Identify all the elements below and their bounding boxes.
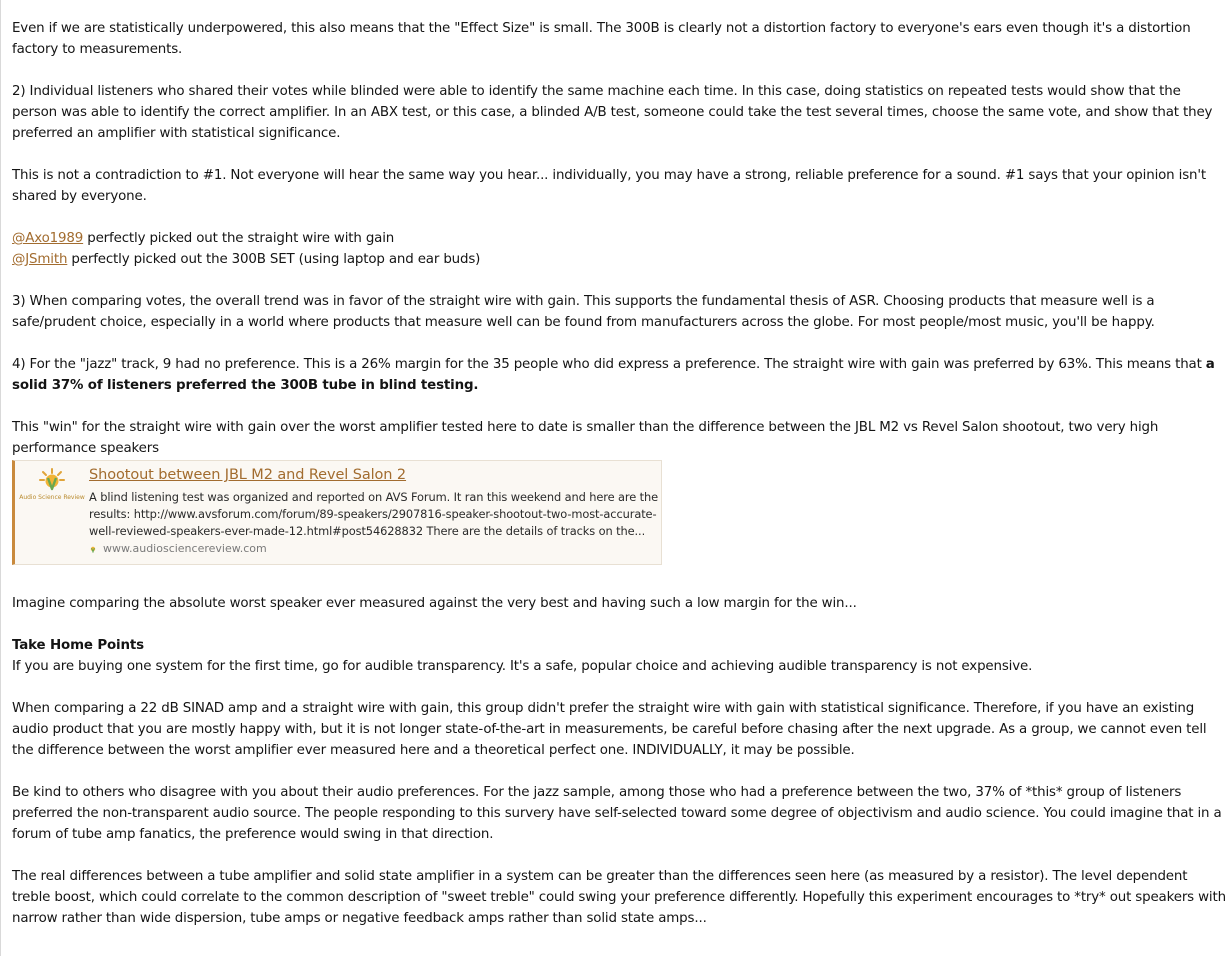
paragraph-point-2: 2) Individual listeners who shared their votes while blinded were able to identify the same machine each time. In this case, doing statistics on repeated tests would show that the person was able to identify the correct amplifier. In an ABX test, or this case, a blinded A/B test, someone could take the test several times, choose the same vote, and show that they preferred an amplifier with statistical significance.: [12, 84, 1213, 141]
link-preview-title[interactable]: Shootout between JBL M2 and Revel Salon 2: [89, 467, 407, 483]
site-logo: [15, 461, 89, 564]
paragraph-take-home-2: When comparing a 22 dB SINAD amp and a straight wire with gain, this group didn't prefer the straight wire with gain with statistical significance. Therefore, if you have an existing audio product that you are mostly happy with, but it is not longer state-of-the-art in measurements, be careful before chasing after the next upgrade. As a group, we cannot even tell the difference between the worst amplifier ever measured here and a theoretical perfect one. INDIVIDUALLY, it may be possible.: [12, 701, 1207, 758]
mention-1-text: perfectly picked out the straight wire with gain: [83, 231, 395, 246]
audio-science-review-logo-icon: [38, 467, 66, 493]
post-body: [12, 18, 1229, 950]
paragraph-win-comparison: This "win" for the straight wire with gain over the worst amplifier tested here to date is smaller than the difference between the JBL M2 vs Revel Salon shootout, two very high performance speakers: [12, 420, 1159, 456]
paragraph-point-3: 3) When comparing votes, the overall trend was in favor of the straight wire with gain. This supports the fundamental thesis of ASR. Choosing products that measure well is a safe/prudent choice, especially in a world where products that measure well can be found from manufacturers across the globe. For most people/most music, you'll be happy.: [12, 294, 1155, 330]
favicon-icon: [89, 545, 97, 553]
paragraph-point-4: [12, 354, 1229, 396]
paragraph-effect-size: Even if we are statistically underpowered, this also means that the "Effect Size" is small. The 300B is clearly not a distortion factory to everyone's ears even though it's a distortion factory to measurements.: [12, 21, 1191, 57]
mention-2-text: perfectly picked out the 300B SET (using laptop and ear buds): [67, 252, 481, 267]
link-preview-description: A blind listening test was organized and reported on AVS Forum. It ran this weekend and here are the results: http://www.avsforum.com/forum/89-speakers/2907816-speaker-shootout-two-most-accurate-well-reviewed-speakers-ever-made-12.html#post54628832 There are the details of tracks on the...: [89, 490, 659, 538]
paragraph-take-home-3: Be kind to others who disagree with you about their audio preferences. For the jazz sample, among those who had a preference between the two, 37% of *this* group of listeners preferred the non-transparent audio source. The people responding to this survery have self-selected toward some degree of objectivism and audio science. You could imagine that in a forum of tube amp fanatics, the preference would swing in that direction.: [12, 785, 1222, 842]
link-preview-body: [89, 461, 661, 564]
mention-jsmith-link[interactable]: @JSmith: [12, 252, 68, 267]
paragraph-imagine: Imagine comparing the absolute worst speaker ever measured against the very best and having such a low margin for the win...: [12, 596, 857, 611]
left-border: [0, 0, 1, 956]
point-4-bold-text: a solid 37% of listeners preferred the 300B tube in blind testing.: [12, 357, 1215, 393]
mention-line-1: [12, 228, 1229, 249]
paragraph-take-home-1: If you are buying one system for the first time, go for audible transparency. It's a safe, popular choice and achieving audible transparency is not expensive.: [12, 659, 1033, 674]
paragraph-take-home-4: The real differences between a tube amplifier and solid state amplifier in a system can be greater than the differences seen here (as measured by a resistor). The level dependent treble boost, which could correlate to the common description of "sweet treble" could swing your preference differently. Hopefully this experiment encourages to *try* out speakers with narrow rather than wide dispersion, tube amps or negative feedback amps rather than solid state amps...: [12, 869, 1226, 926]
take-home-heading: Take Home Points: [12, 638, 144, 653]
link-preview-domain-row: [89, 541, 661, 557]
link-preview-domain: www.audiosciencereview.com: [103, 542, 267, 555]
link-preview-card[interactable]: [12, 460, 662, 565]
site-logo-text: Audio Science Review: [19, 494, 85, 501]
paragraph-not-contradiction: This is not a contradiction to #1. Not everyone will hear the same way you hear... individually, you may have a strong, reliable preference for a sound. #1 says that your opinion isn't shared by everyone.: [12, 168, 1206, 204]
mention-line-2: [12, 249, 1229, 270]
mention-axo1989-link[interactable]: @Axo1989: [12, 231, 84, 246]
point-4-text: 4) For the "jazz" track, 9 had no preference. This is a 26% margin for the 35 people who did express a preference. The straight wire with gain was preferred by 63%. This means that: [12, 357, 1206, 372]
